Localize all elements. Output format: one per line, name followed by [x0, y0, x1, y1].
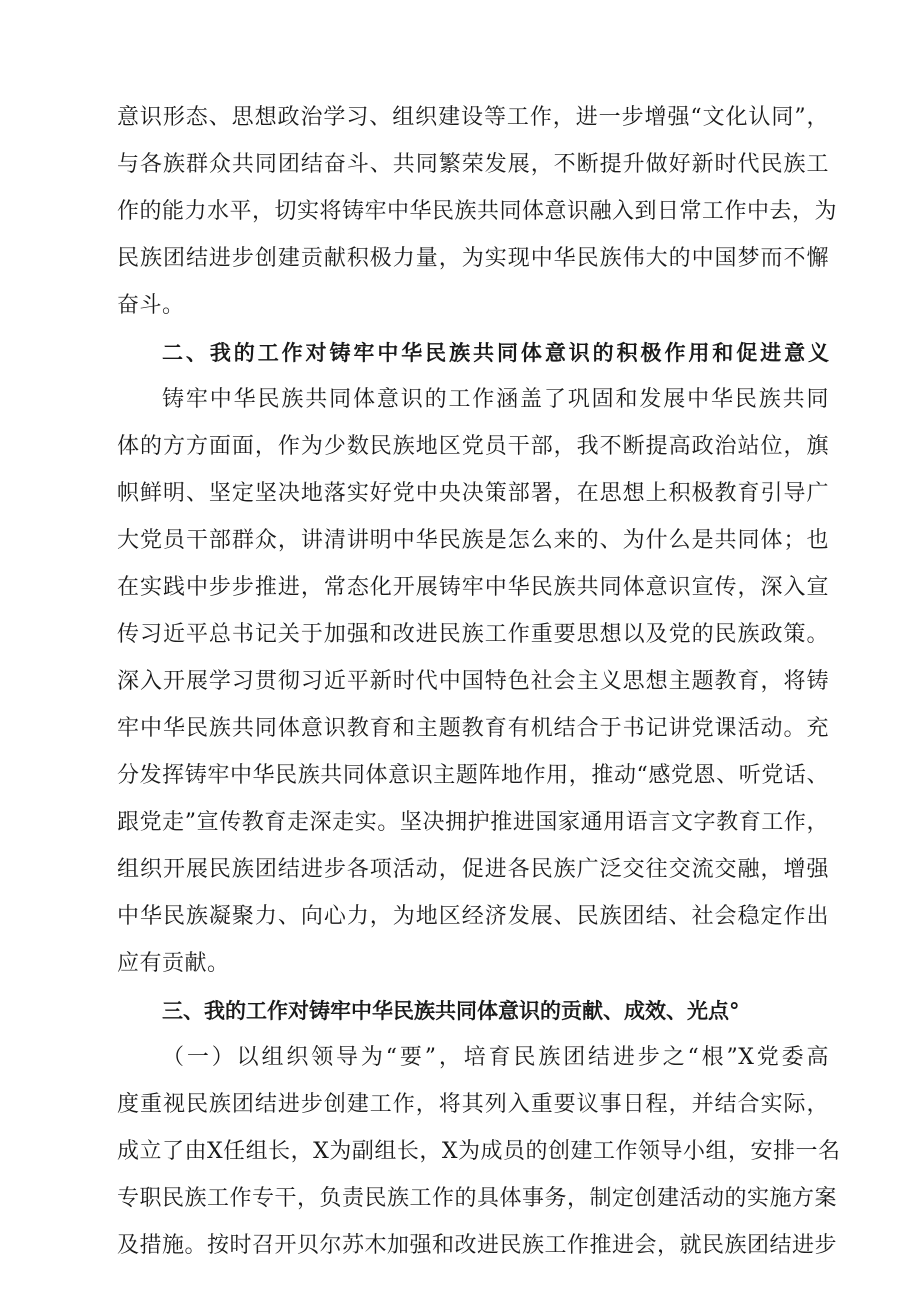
paragraph-line: 体的方方面面，作为少数民族地区党员干部，我不断提高政治站位，旗: [117, 434, 829, 459]
section-heading: 三、我的工作对铸牢中华民族共同体意识的贡献、成效、光点°: [162, 999, 740, 1023]
paragraph-line: 铸牢中华民族共同体意识的工作涵盖了巩固和发展中华民族共同: [162, 387, 829, 412]
paragraph-line: 与各族群众共同团结奋斗、共同繁荣发展，不断提升做好新时代民族工: [117, 152, 829, 177]
paragraph-line: 跟党走”宣传教育走深走实。坚决拥护推进国家通用语言文字教育工作，: [117, 810, 829, 835]
paragraph-line: 作的能力水平，切实将铸牢中华民族共同体意识融入到日常工作中去，为: [117, 199, 838, 224]
paragraph-line: 在实践中步步推进，常态化开展铸牢中华民族共同体意识宣传，深入宣: [117, 575, 829, 600]
paragraph-line: 意识形态、思想政治学习、组织建设等工作，进一步增强“文化认同”，: [117, 105, 829, 130]
paragraph-line: 牢中华民族共同体意识教育和主题教育有机结合于书记讲党课活动。充: [117, 716, 829, 741]
paragraph-line: （一）以组织领导为“要”，培育民族团结进步之“根”X党委高: [162, 1045, 829, 1070]
paragraph-line: 及措施。按时召开贝尔苏木加强和改进民族工作推进会，就民族团结进步: [117, 1233, 838, 1258]
paragraph-line: 专职民族工作专干，负责民族工作的具体事务，制定创建活动的实施方案: [117, 1186, 838, 1211]
paragraph-line: 应有贡献。: [117, 951, 230, 976]
paragraph-line: 民族团结进步创建贡献积极力量，为实现中华民族伟大的中国梦而不懈: [117, 246, 829, 271]
paragraph-line: 帜鲜明、坚定坚决地落实好党中央决策部署，在思想上积极教育引导广: [117, 481, 829, 506]
paragraph-line: 分发挥铸牢中华民族共同体意识主题阵地作用，推动“感党恩、听党话、: [117, 763, 829, 788]
paragraph-line: 中华民族凝聚力、向心力，为地区经济发展、民族团结、社会稳定作出: [117, 904, 829, 929]
paragraph-line: 度重视民族团结进步创建工作，将其列入重要议事日程，并结合实际，: [117, 1092, 829, 1117]
section-heading: 二、我的工作对铸牢中华民族共同体意识的积极作用和促进意义: [162, 341, 829, 365]
paragraph-line: 组织开展民族团结进步各项活动，促进各民族广泛交往交流交融，增强: [117, 857, 829, 882]
paragraph-line: 传习近平总书记关于加强和改进民族工作重要思想以及党的民族政策。: [117, 622, 829, 647]
paragraph-line: 大党员干部群众，讲清讲明中华民族是怎么来的、为什么是共同体；也: [117, 528, 829, 553]
paragraph-line: 深入开展学习贯彻习近平新时代中国特色社会主义思想主题教育，将铸: [117, 669, 829, 694]
paragraph-line: 成立了由X任组长，X为副组长，X为成员的创建工作领导小组，安排一名: [117, 1139, 841, 1164]
paragraph-line: 奋斗。: [117, 293, 185, 318]
